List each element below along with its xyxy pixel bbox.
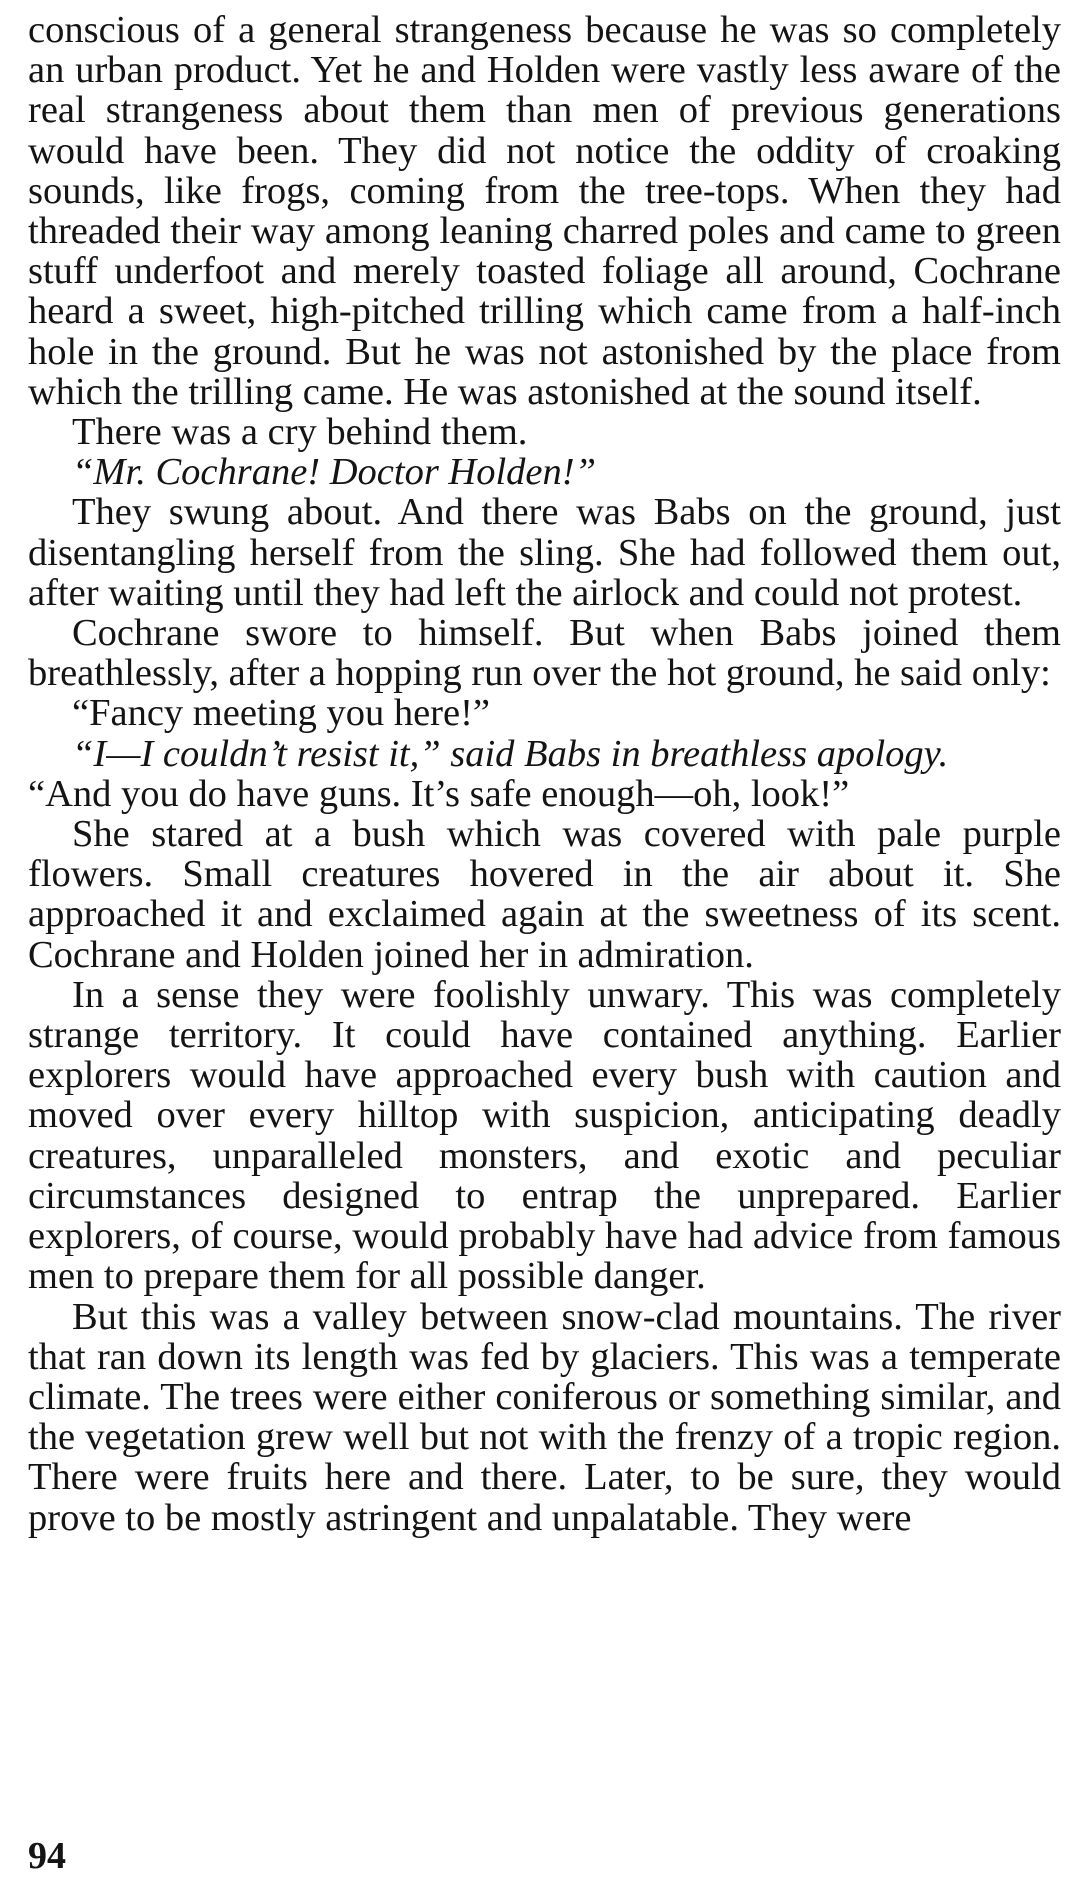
paragraph-5: Cochrane swore to himself. But when Babs joined them breathlessly, after a hopping run over the hot ground, he said only: [28, 612, 1061, 695]
paragraph-1: conscious of a general strangeness because he was so completely an urban product. Yet he and Holden were vastly less aware of the real strangeness about them than men of previous generations would have been. They did not notice the oddity of croaking sounds, like frogs, coming from the tree-tops. When they had threaded their way among leaning charred poles and came to green stuff underfoot and merely toasted foliage all around, Cochrane heard a sweet, high-pitched trilling which came from a half-inch hole in the ground. But he was not astonished by the place from which the trilling came. He was astonished at the sound itself. [28, 9, 1061, 413]
paragraph-7-dialogue: “I—I couldn’t resist it,” said Babs in breathless apology. [72, 732, 949, 775]
paragraph-9: She stared at a bush which was covered with pale purple flowers. Small creatures hovered in the air about it. She approached it and exclaimed again at the sweetness of its scent. Cochrane and Holden joined her in admiration. [28, 813, 1061, 976]
paragraph-4: They swung about. And there was Babs on the ground, just disentangling herself from the sling. She had followed them out, after waiting until they had left the airlock and could not protest. [28, 491, 1061, 614]
paragraph-8-dialogue: “And you do have guns. It’s safe enough—oh, look!” [28, 772, 850, 815]
book-page-text [28, 10, 1061, 1538]
paragraph-11: But this was a valley between snow-clad mountains. The river that ran down its length was fed by glaciers. This was a temperate climate. The trees were either coniferous or something similar, and the vegetation grew well but not with the frenzy of a tropic region. There were fruits here and there. Later, to be sure, they would prove to be mostly astringent and unpalatable. They were [28, 1295, 1061, 1539]
paragraph-10: In a sense they were foolishly unwary. This was completely strange territory. It could have contained anything. Earlier explorers would have approached every bush with caution and moved over every hilltop with suspicion, anticipating deadly creatures, unparalleled monsters, and exotic and peculiar circumstances designed to entrap the unprepared. Earlier explorers, of course, would probably have had advice from famous men to prepare them for all possible danger. [28, 973, 1061, 1298]
paragraph-2: There was a cry behind them. [72, 411, 528, 454]
paragraph-3-dialogue: “Mr. Cochrane! Doctor Holden!” [72, 451, 596, 494]
paragraph-6-dialogue: “Fancy meeting you here!” [72, 692, 490, 735]
page-number: 94 [28, 1835, 66, 1877]
